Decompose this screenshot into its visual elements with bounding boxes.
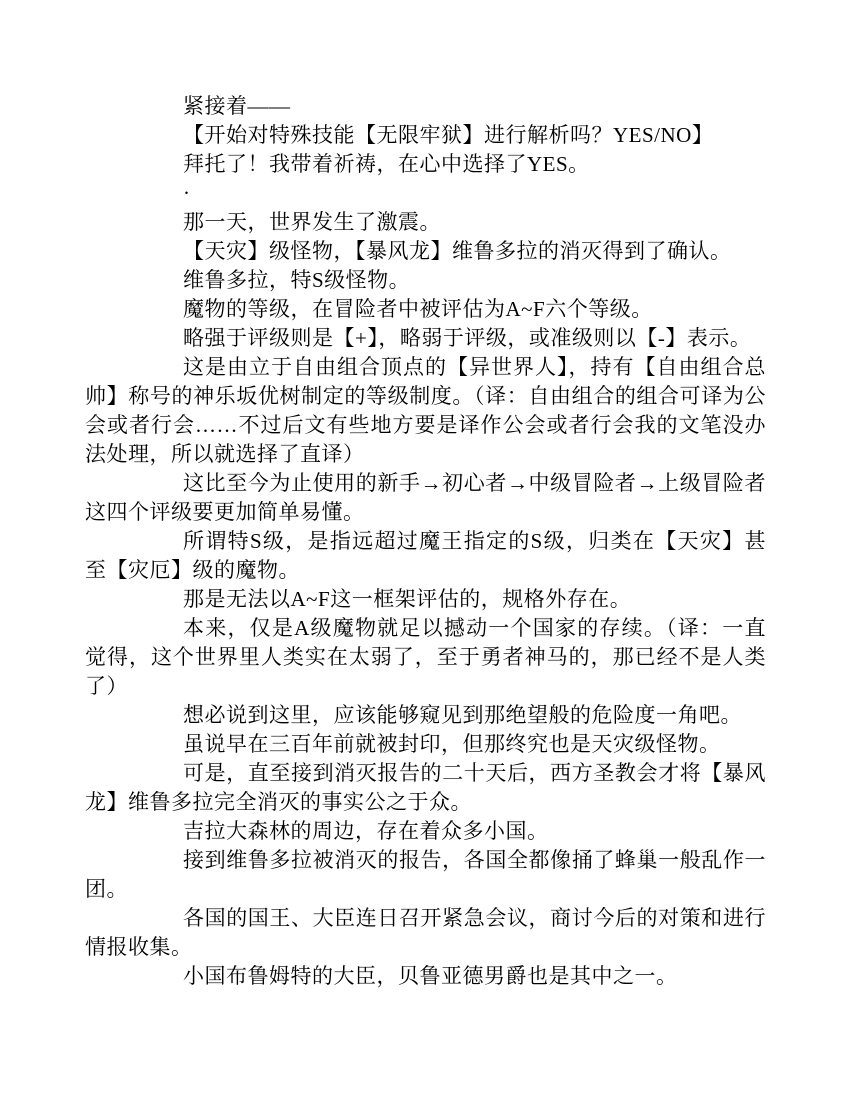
paragraph: 本来，仅是A级魔物就足以撼动一个国家的存续。（译：一直觉得，这个世界里人类实在太弱了，至于勇者神马的，那已经不是人类了） [85,616,766,698]
paragraph: 紧接着—— [183,94,291,118]
paragraph: 这是由立于自由组合顶点的【异世界人】，持有【自由组合总帅】称号的神乐坂优树制定的等级制度。（译：自由组合的组合可译为公会或者行会……不过后文有些地方要是译作公会或者行会我的文笔没办法处理，所以就选择了直译） [85,355,766,466]
paragraph-separator-dot: · [183,181,191,205]
paragraph: 各国的国王、大臣连日召开紧急会议，商讨今后的对策和进行情报收集。 [85,906,766,959]
paragraph: 想必说到这里，应该能够窥见到那绝望般的危险度一角吧。 [183,703,742,727]
paragraph: 所谓特S级，是指远超过魔王指定的S级，归类在【天灾】甚至【灾厄】级的魔物。 [85,529,766,582]
paragraph: 那一天，世界发生了激震。 [183,210,441,234]
paragraph: 小国布鲁姆特的大臣，贝鲁亚德男爵也是其中之一。 [183,964,678,988]
paragraph: 维鲁多拉，特S级怪物。 [183,268,411,292]
paragraph: 可是，直至接到消灭报告的二十天后，西方圣教会才将【暴风龙】维鲁多拉完全消灭的事实公之于众。 [85,761,766,814]
paragraph: 吉拉大森林的周边，存在着众多小国。 [183,819,549,843]
paragraph: 【开始对特殊技能【无限牢狱】进行解析吗？YES/NO】 [183,123,714,147]
paragraph: 虽说早在三百年前就被封印，但那终究也是天灾级怪物。 [183,732,721,756]
paragraph: 魔物的等级，在冒险者中被评估为A~F六个等级。 [183,297,653,321]
paragraph: 接到维鲁多拉被消灭的报告，各国全都像捅了蜂巢一般乱作一团。 [85,848,766,901]
text-block [85,92,766,991]
paragraph: 这比至今为止使用的新手→初心者→中级冒险者→上级冒险者这四个评级要更加简单易懂。 [85,471,766,524]
paragraph: 那是无法以A~F这一框架评估的，规格外存在。 [183,587,632,611]
paragraph: 【天灾】级怪物，【暴风龙】维鲁多拉的消灭得到了确认。 [183,239,732,263]
paragraph: 略强于评级则是【+】，略弱于评级，或准级则以【-】表示。 [183,326,752,350]
paragraph: 拜托了！我带着祈祷，在心中选择了YES。 [183,152,590,176]
